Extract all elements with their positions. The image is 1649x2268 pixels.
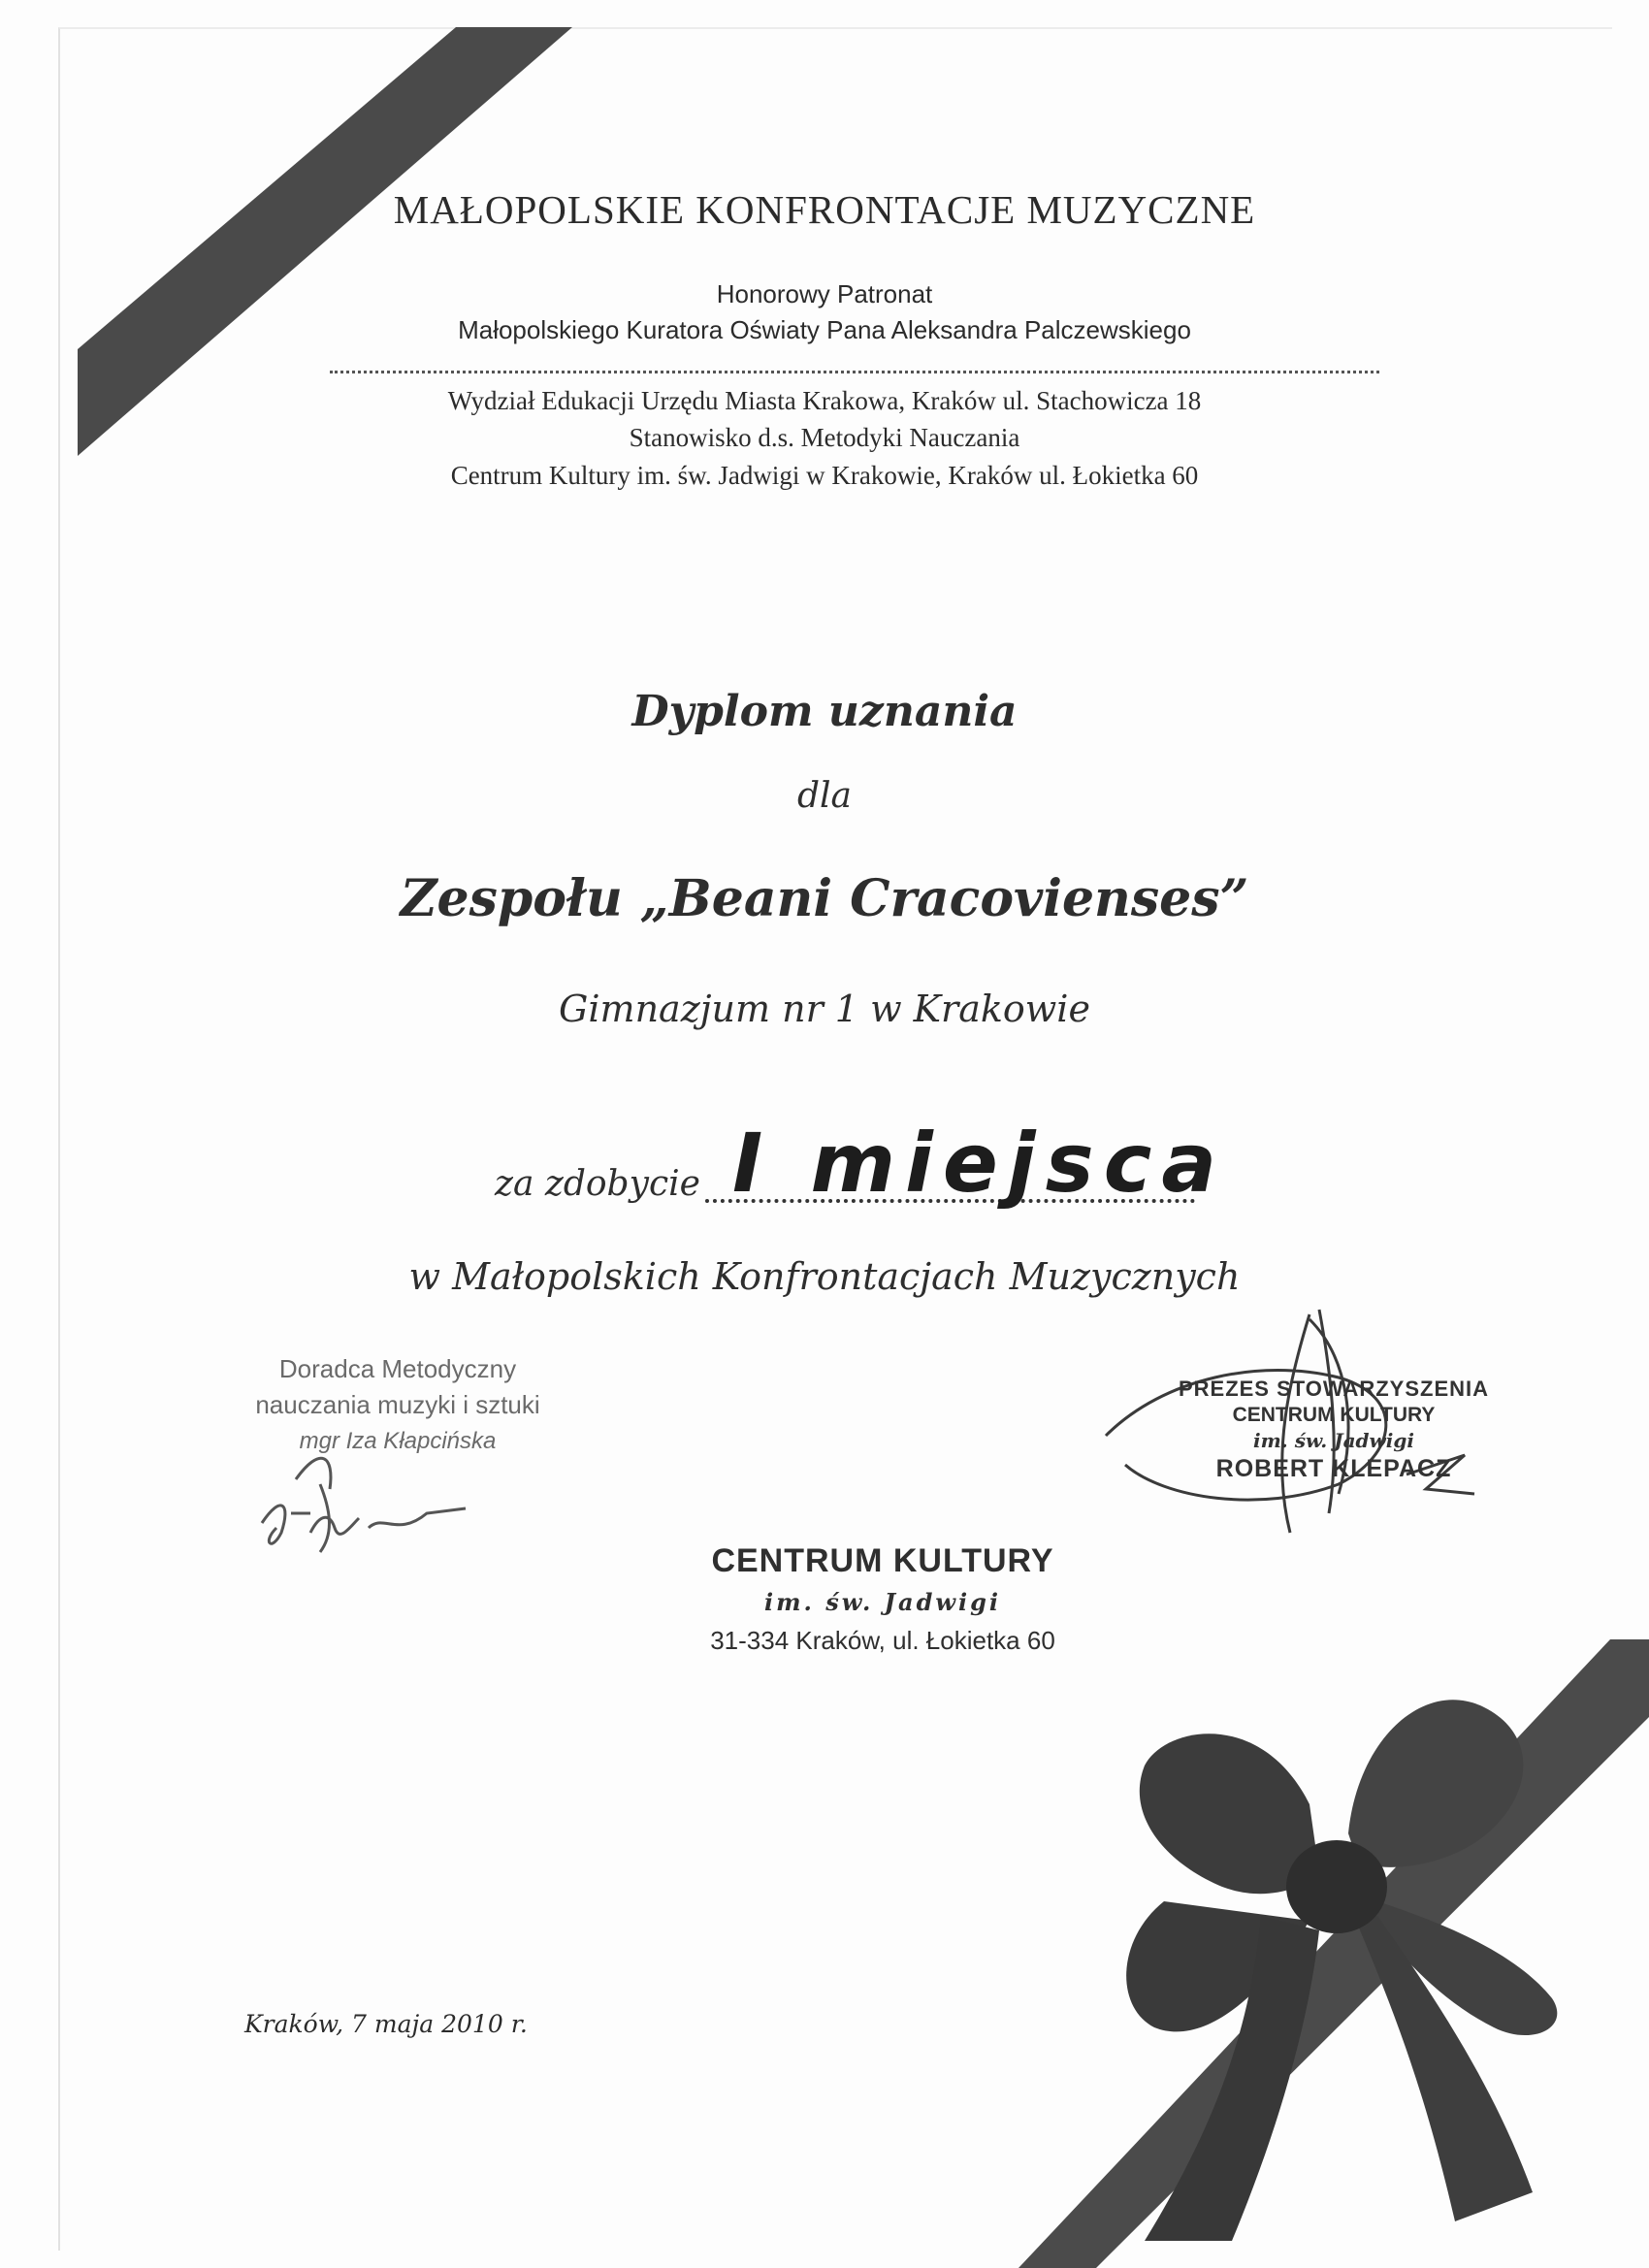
president-org-sub: im. św. Jadwigi: [1253, 1429, 1414, 1452]
organizer-line: Stanowisko d.s. Metodyki Nauczania: [629, 423, 1020, 452]
advisor-name: mgr Iza Kłapcińska: [299, 1428, 497, 1454]
patronage-name: Małopolskiego Kuratora Oświaty Pana Aleksandra Palczewskiego: [458, 315, 1191, 344]
patronage-heading: Honorowy Patronat: [716, 279, 933, 308]
award-prefix: za zdobycie: [495, 1164, 700, 1204]
recipient-name: Zespołu „Beani Cracovienses”: [400, 869, 1249, 928]
advisor-subject: nauczania muzyki i sztuki: [255, 1390, 540, 1419]
president-name: ROBERT KLEPACZ: [1215, 1455, 1452, 1482]
award-handwritten: I miejsca: [732, 1116, 1227, 1211]
president-org: CENTRUM KULTURY: [1232, 1404, 1436, 1426]
for-label: dla: [796, 776, 853, 816]
organizer-line: Centrum Kultury im. św. Jadwigi w Krakowie, Kraków ul. Łokietka 60: [450, 461, 1199, 490]
institution-address: 31-334 Kraków, ul. Łokietka 60: [710, 1626, 1055, 1655]
competition-name: w Małopolskich Konfrontacjach Muzycznych: [408, 1255, 1241, 1298]
advisor-role: Doradca Metodyczny: [278, 1354, 517, 1383]
president-stamp: [1164, 1376, 1504, 1482]
place-date: Kraków, 7 maja 2010 r.: [244, 2010, 528, 2038]
competition-title: MAŁOPOLSKIE KONFRONTACJE MUZYCZNE: [393, 187, 1256, 232]
school-name: Gimnazjum nr 1 w Krakowie: [559, 988, 1090, 1030]
president-role: PREZES STOWARZYSZENIA: [1178, 1377, 1490, 1401]
institution-name: CENTRUM KULTURY: [711, 1542, 1054, 1579]
institution-sub: im. św. Jadwigi: [763, 1588, 1002, 1616]
advisor-signature: [262, 1458, 466, 1552]
institution-stamp: [679, 1542, 1086, 1656]
diploma-heading: Dyplom uznania: [631, 687, 1018, 736]
organizer-line: Wydział Edukacji Urzędu Miasta Krakowa, Kraków ul. Stachowicza 18: [447, 386, 1202, 415]
